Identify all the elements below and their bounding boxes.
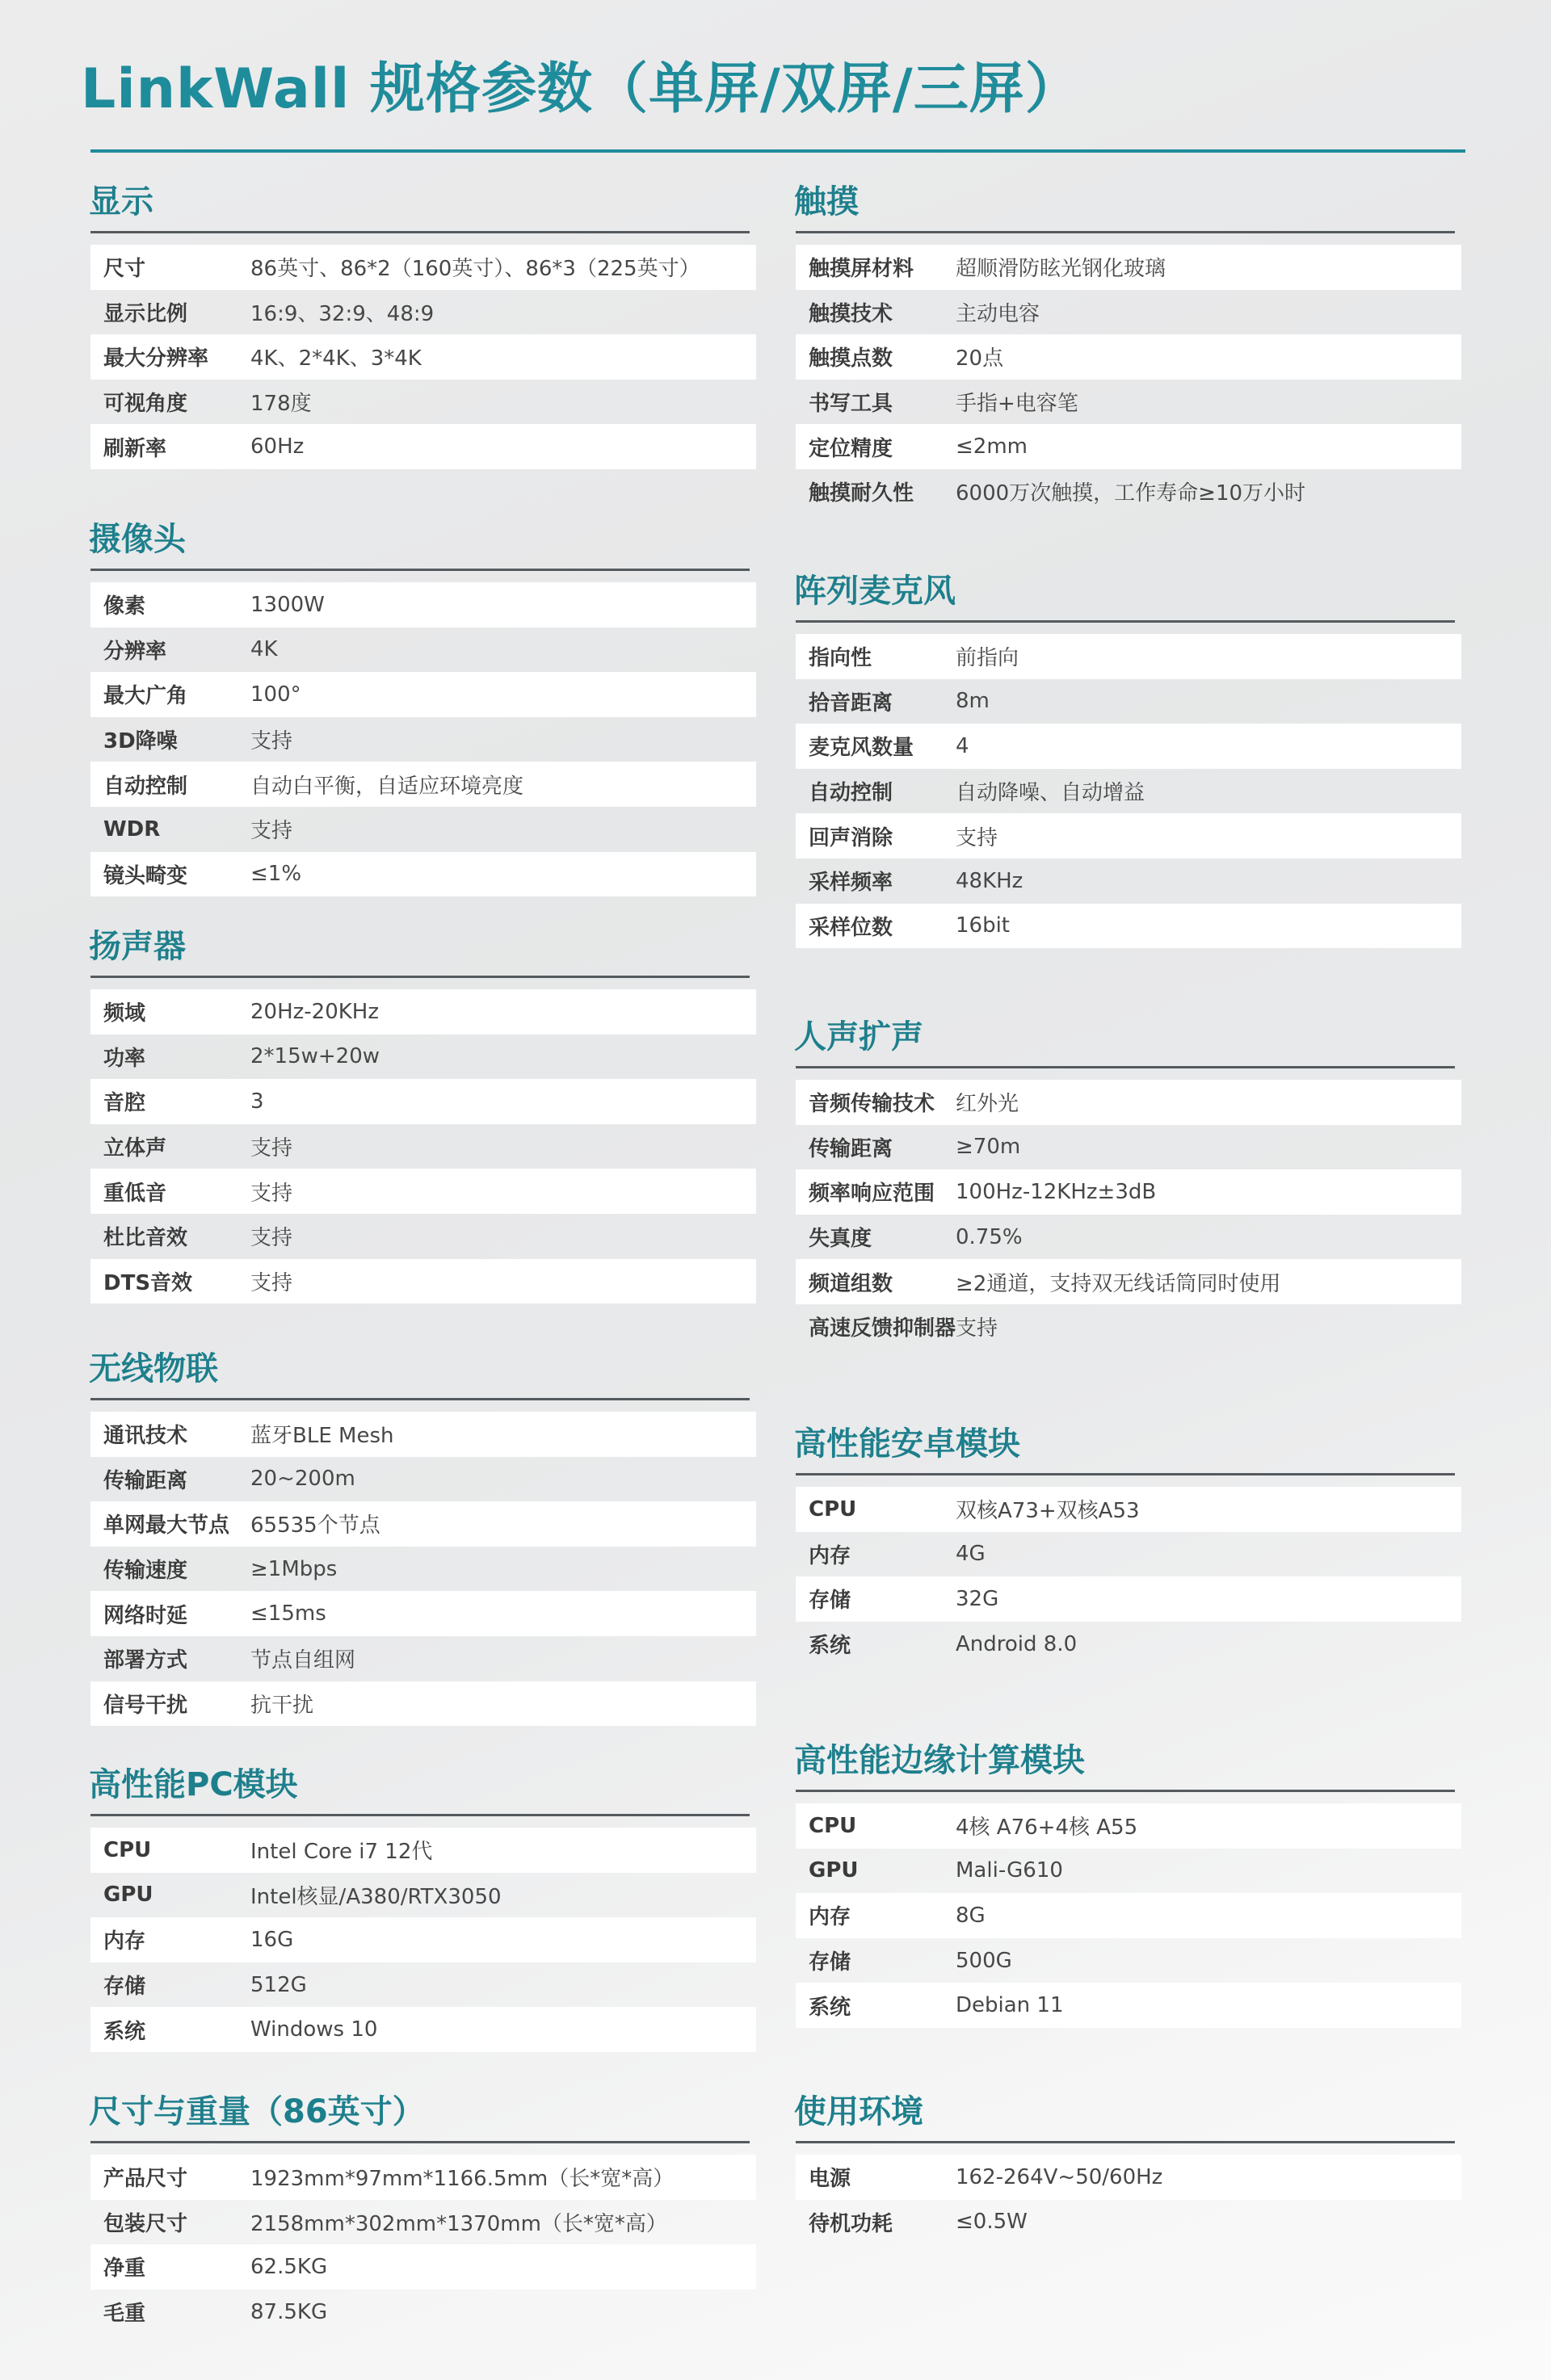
spec-value: 支持 xyxy=(250,1270,293,1295)
spec-row xyxy=(90,1917,756,1962)
spec-value: 4 xyxy=(956,733,969,758)
spec-row xyxy=(90,334,756,380)
section-heading: 高性能边缘计算模块 xyxy=(794,1742,1085,1779)
spec-row xyxy=(796,1304,1461,1350)
spec-table xyxy=(90,582,756,896)
spec-row xyxy=(796,904,1461,949)
spec-label: 音腔 xyxy=(103,1091,146,1116)
section-heading: 高性能安卓模块 xyxy=(794,1425,1020,1463)
spec-table xyxy=(796,1803,1461,2028)
spec-value: 2*15w+20w xyxy=(250,1044,380,1069)
spec-row xyxy=(90,1873,756,1918)
spec-label: 镜头畸变 xyxy=(103,863,188,888)
spec-row xyxy=(796,1215,1461,1260)
section-heading: 高性能PC模块 xyxy=(89,1766,298,1803)
spec-label: CPU xyxy=(103,1837,152,1862)
spec-value: 红外光 xyxy=(956,1092,1019,1117)
spec-label: 电源 xyxy=(809,2167,851,2192)
spec-row xyxy=(796,1849,1461,1894)
spec-row xyxy=(90,1547,756,1592)
spec-row xyxy=(90,762,756,807)
spec-value: 8G xyxy=(956,1903,986,1928)
section-env xyxy=(796,2088,1461,2244)
spec-value: 48KHz xyxy=(956,868,1023,893)
spec-row xyxy=(90,1591,756,1636)
spec-label: 像素 xyxy=(103,594,146,619)
spec-label: 最大分辨率 xyxy=(103,346,209,371)
spec-value: 500G xyxy=(956,1948,1012,1973)
spec-value: 20点 xyxy=(956,346,1004,371)
spec-table xyxy=(796,634,1461,948)
spec-label: 信号干扰 xyxy=(103,1693,188,1718)
section-divider xyxy=(796,1790,1455,1792)
spec-table xyxy=(796,2155,1461,2244)
spec-label: 分辨率 xyxy=(103,639,167,664)
spec-label: 立体声 xyxy=(103,1136,167,1161)
spec-row xyxy=(796,424,1461,469)
spec-value: 双核A73+双核A53 xyxy=(956,1499,1140,1524)
spec-row xyxy=(90,1214,756,1259)
spec-value: 86英寸、86*2（160英寸）、86*3（225英寸） xyxy=(250,257,700,282)
spec-value: 前指向 xyxy=(956,646,1019,671)
spec-row xyxy=(90,1962,756,2008)
spec-value: 2158mm*302mm*1370mm（长*宽*高） xyxy=(250,2211,667,2236)
spec-value: ≤1% xyxy=(250,862,302,887)
spec-label: CPU xyxy=(809,1496,857,1522)
section-heading: 人声扩声 xyxy=(794,1018,923,1056)
spec-table xyxy=(90,2155,756,2334)
spec-value: 节点自组网 xyxy=(250,1648,356,1673)
spec-row xyxy=(90,290,756,335)
spec-value: 超顺滑防眩光钢化玻璃 xyxy=(956,257,1166,282)
spec-table xyxy=(90,1412,756,1726)
section-edge xyxy=(796,1736,1461,2028)
section-divider xyxy=(796,620,1455,623)
spec-row xyxy=(90,2155,756,2200)
section-divider xyxy=(90,1398,750,1400)
spec-row xyxy=(796,290,1461,335)
spec-label: 可视角度 xyxy=(103,392,188,417)
spec-row xyxy=(90,2244,756,2290)
spec-label: 传输距离 xyxy=(809,1136,893,1161)
spec-value: 主动电容 xyxy=(956,301,1040,326)
spec-value: Intel Core i7 12代 xyxy=(250,1840,433,1865)
spec-label: 书写工具 xyxy=(809,392,893,417)
spec-label: 音频传输技术 xyxy=(809,1092,935,1117)
spec-row xyxy=(796,2155,1461,2200)
spec-row xyxy=(796,724,1461,769)
section-divider xyxy=(90,976,750,978)
spec-label: 最大广角 xyxy=(103,684,188,709)
spec-row xyxy=(90,1681,756,1727)
spec-label: 通讯技术 xyxy=(103,1424,188,1449)
spec-table xyxy=(90,989,756,1303)
spec-value: 8m xyxy=(956,689,990,714)
spec-value: ≥1Mbps xyxy=(250,1556,338,1581)
spec-row xyxy=(796,679,1461,724)
spec-row xyxy=(796,1938,1461,1983)
spec-value: 32G xyxy=(956,1586,999,1611)
spec-label: 重低音 xyxy=(103,1181,167,1206)
spec-row xyxy=(796,1169,1461,1215)
section-heading: 显示 xyxy=(89,183,153,220)
spec-label: 拾音距离 xyxy=(809,690,893,716)
spec-label: 频域 xyxy=(103,1001,146,1026)
section-heading: 尺寸与重量（86英寸） xyxy=(89,2093,425,2130)
spec-label: 内存 xyxy=(809,1905,851,1930)
spec-value: ≤0.5W xyxy=(956,2210,1028,2235)
spec-label: 刷新率 xyxy=(103,436,167,461)
spec-label: 系统 xyxy=(809,1634,851,1659)
spec-row xyxy=(90,1828,756,1873)
spec-value: 162-264V~50/60Hz xyxy=(956,2164,1163,2189)
spec-value: 自动降噪、自动增益 xyxy=(956,781,1145,806)
spec-value: 支持 xyxy=(250,729,293,754)
spec-table xyxy=(796,1080,1461,1350)
spec-label: 频率响应范围 xyxy=(809,1182,935,1207)
spec-value: Mali-G610 xyxy=(956,1858,1063,1883)
spec-table xyxy=(90,1828,756,2052)
spec-row xyxy=(90,1124,756,1169)
spec-value: 16G xyxy=(250,1927,294,1952)
spec-table xyxy=(796,1487,1461,1666)
spec-label: GPU xyxy=(103,1883,153,1908)
spec-label: 失真度 xyxy=(809,1227,872,1252)
section-touch xyxy=(796,178,1461,514)
spec-label: 存储 xyxy=(809,1589,851,1614)
spec-row xyxy=(796,858,1461,904)
spec-row xyxy=(90,1169,756,1214)
spec-value: 512G xyxy=(250,1972,307,1997)
spec-row xyxy=(796,1259,1461,1304)
spec-row xyxy=(90,1457,756,1502)
spec-value: 87.5KG xyxy=(250,2299,328,2324)
spec-label: 高速反馈抑制器 xyxy=(809,1316,956,1341)
spec-value: 支持 xyxy=(250,1136,293,1161)
spec-value: 20~200m xyxy=(250,1467,355,1492)
spec-value: 蓝牙BLE Mesh xyxy=(250,1424,394,1449)
spec-label: 净重 xyxy=(103,2256,146,2281)
spec-value: 6000万次触摸，工作寿命≥10万小时 xyxy=(956,481,1306,506)
section-pc xyxy=(90,1761,756,2052)
section-divider xyxy=(796,2141,1455,2143)
spec-value: 3 xyxy=(250,1089,264,1114)
spec-row xyxy=(796,334,1461,380)
spec-table xyxy=(796,245,1461,514)
title-divider xyxy=(90,149,1465,153)
spec-row xyxy=(796,1080,1461,1125)
spec-label: 触摸点数 xyxy=(809,346,893,371)
spec-row xyxy=(796,1893,1461,1938)
spec-row xyxy=(90,1501,756,1547)
spec-label: WDR xyxy=(103,816,161,842)
section-divider xyxy=(796,1473,1455,1475)
spec-label: 采样频率 xyxy=(809,871,893,896)
spec-value: 支持 xyxy=(250,1181,293,1206)
section-heading: 触摸 xyxy=(794,183,859,220)
spec-value: 65535个节点 xyxy=(250,1513,380,1538)
spec-row xyxy=(796,813,1461,858)
spec-label: CPU xyxy=(809,1813,857,1838)
spec-label: 内存 xyxy=(103,1929,146,1954)
spec-label: 触摸耐久性 xyxy=(809,481,914,506)
section-heading: 无线物联 xyxy=(89,1350,218,1387)
spec-value: ≤2mm xyxy=(956,434,1028,460)
spec-label: 系统 xyxy=(103,2019,146,2044)
spec-value: 20Hz-20KHz xyxy=(250,999,379,1024)
spec-label: 触摸屏材料 xyxy=(809,257,914,282)
spec-value: 4K、2*4K、3*4K xyxy=(250,346,422,371)
spec-row xyxy=(796,634,1461,679)
spec-value: Windows 10 xyxy=(250,2017,378,2042)
spec-label: 系统 xyxy=(809,1995,851,2020)
section-divider xyxy=(796,231,1455,233)
spec-row xyxy=(796,1622,1461,1667)
spec-row xyxy=(90,672,756,717)
spec-label: 显示比例 xyxy=(103,301,188,326)
spec-label: GPU xyxy=(809,1858,859,1883)
spec-label: 3D降噪 xyxy=(103,729,178,754)
spec-label: 网络时延 xyxy=(103,1603,188,1628)
spec-value: 60Hz xyxy=(250,434,305,460)
spec-row xyxy=(90,2290,756,2335)
spec-label: 内存 xyxy=(809,1543,851,1568)
spec-label: 单网最大节点 xyxy=(103,1513,230,1538)
section-size xyxy=(90,2088,756,2334)
spec-row xyxy=(90,2007,756,2052)
spec-value: 1300W xyxy=(250,592,325,617)
spec-row xyxy=(796,469,1461,514)
spec-label: 尺寸 xyxy=(103,257,146,282)
spec-value: 1923mm*97mm*1166.5mm（长*宽*高） xyxy=(250,2167,675,2192)
spec-value: 178度 xyxy=(250,392,312,417)
spec-value: Debian 11 xyxy=(956,1993,1064,2018)
spec-row xyxy=(796,380,1461,425)
section-divider xyxy=(90,1814,750,1816)
spec-row xyxy=(90,1636,756,1681)
spec-row xyxy=(90,380,756,425)
spec-label: 频道组数 xyxy=(809,1271,893,1296)
spec-value: 16bit xyxy=(956,913,1011,938)
spec-label: 毛重 xyxy=(103,2302,146,2327)
spec-row xyxy=(796,1983,1461,2028)
spec-label: 指向性 xyxy=(809,646,872,671)
spec-row xyxy=(90,989,756,1035)
spec-row xyxy=(90,582,756,628)
section-camera xyxy=(90,515,756,896)
spec-row xyxy=(90,1079,756,1124)
spec-value: 16:9、32:9、48:9 xyxy=(250,301,435,326)
section-heading: 扬声器 xyxy=(89,928,186,965)
spec-row xyxy=(90,1035,756,1080)
spec-value: 抗干扰 xyxy=(250,1693,314,1718)
section-voice xyxy=(796,1013,1461,1350)
section-heading: 使用环境 xyxy=(794,2093,923,2130)
spec-value: 支持 xyxy=(250,819,293,844)
spec-row xyxy=(90,424,756,469)
spec-label: 杜比音效 xyxy=(103,1226,188,1251)
spec-value: Intel核显/A380/RTX3050 xyxy=(250,1884,502,1909)
spec-label: 存储 xyxy=(809,1950,851,1975)
page-title: LinkWall 规格参数（单屏/双屏/三屏） xyxy=(81,57,1081,121)
spec-row xyxy=(90,245,756,290)
spec-row xyxy=(90,717,756,762)
section-heading: 摄像头 xyxy=(89,521,186,558)
spec-label: 传输速度 xyxy=(103,1559,188,1584)
spec-row xyxy=(796,1576,1461,1622)
spec-value: 支持 xyxy=(956,1316,998,1341)
spec-table xyxy=(90,245,756,469)
section-divider xyxy=(796,1066,1455,1068)
spec-label: 触摸技术 xyxy=(809,301,893,326)
spec-row xyxy=(796,2200,1461,2245)
section-display xyxy=(90,178,756,469)
spec-row xyxy=(796,1487,1461,1532)
spec-label: 传输距离 xyxy=(103,1468,188,1493)
spec-value: ≤15ms xyxy=(250,1601,326,1627)
spec-label: 自动控制 xyxy=(103,774,188,799)
spec-value: 4G xyxy=(956,1542,986,1567)
spec-label: 麦克风数量 xyxy=(809,736,914,761)
spec-row xyxy=(90,628,756,673)
spec-value: 100° xyxy=(250,682,301,707)
spec-label: 定位精度 xyxy=(809,436,893,461)
spec-label: 包装尺寸 xyxy=(103,2211,188,2236)
spec-row xyxy=(90,852,756,897)
spec-label: 采样位数 xyxy=(809,915,893,940)
spec-value: 62.5KG xyxy=(250,2254,328,2279)
spec-label: 功率 xyxy=(103,1046,146,1071)
spec-row xyxy=(90,2200,756,2245)
spec-value: 4K xyxy=(250,637,278,662)
section-speaker xyxy=(90,922,756,1303)
spec-label: 存储 xyxy=(103,1975,146,2000)
spec-label: DTS音效 xyxy=(103,1270,193,1295)
spec-value: Android 8.0 xyxy=(956,1631,1078,1656)
spec-value: 0.75% xyxy=(956,1224,1023,1249)
spec-value: ≥70m xyxy=(956,1135,1021,1160)
section-mic xyxy=(796,567,1461,948)
spec-row xyxy=(90,1412,756,1457)
spec-value: 手指+电容笔 xyxy=(956,392,1078,417)
spec-label: 自动控制 xyxy=(809,781,893,806)
spec-row xyxy=(796,769,1461,814)
spec-row xyxy=(796,1803,1461,1849)
section-divider xyxy=(90,231,750,233)
section-iot xyxy=(90,1345,756,1726)
spec-row xyxy=(796,1125,1461,1170)
section-heading: 阵列麦克风 xyxy=(794,573,956,610)
spec-value: 支持 xyxy=(956,825,998,850)
spec-label: 回声消除 xyxy=(809,825,893,850)
spec-row xyxy=(90,807,756,852)
section-divider xyxy=(90,2141,750,2143)
spec-value: 4核 A76+4核 A55 xyxy=(956,1815,1138,1841)
spec-label: 产品尺寸 xyxy=(103,2167,188,2192)
spec-value: ≥2通道，支持双无线话筒同时使用 xyxy=(956,1271,1281,1296)
section-divider xyxy=(90,569,750,571)
spec-label: 部署方式 xyxy=(103,1648,188,1673)
spec-label: 待机功耗 xyxy=(809,2211,893,2236)
spec-value: 自动白平衡，自适应环境亮度 xyxy=(250,774,524,799)
spec-row xyxy=(796,245,1461,290)
spec-row xyxy=(90,1259,756,1304)
spec-row xyxy=(796,1532,1461,1577)
spec-value: 100Hz-12KHz±3dB xyxy=(956,1179,1157,1204)
spec-value: 支持 xyxy=(250,1226,293,1251)
section-android xyxy=(796,1420,1461,1666)
